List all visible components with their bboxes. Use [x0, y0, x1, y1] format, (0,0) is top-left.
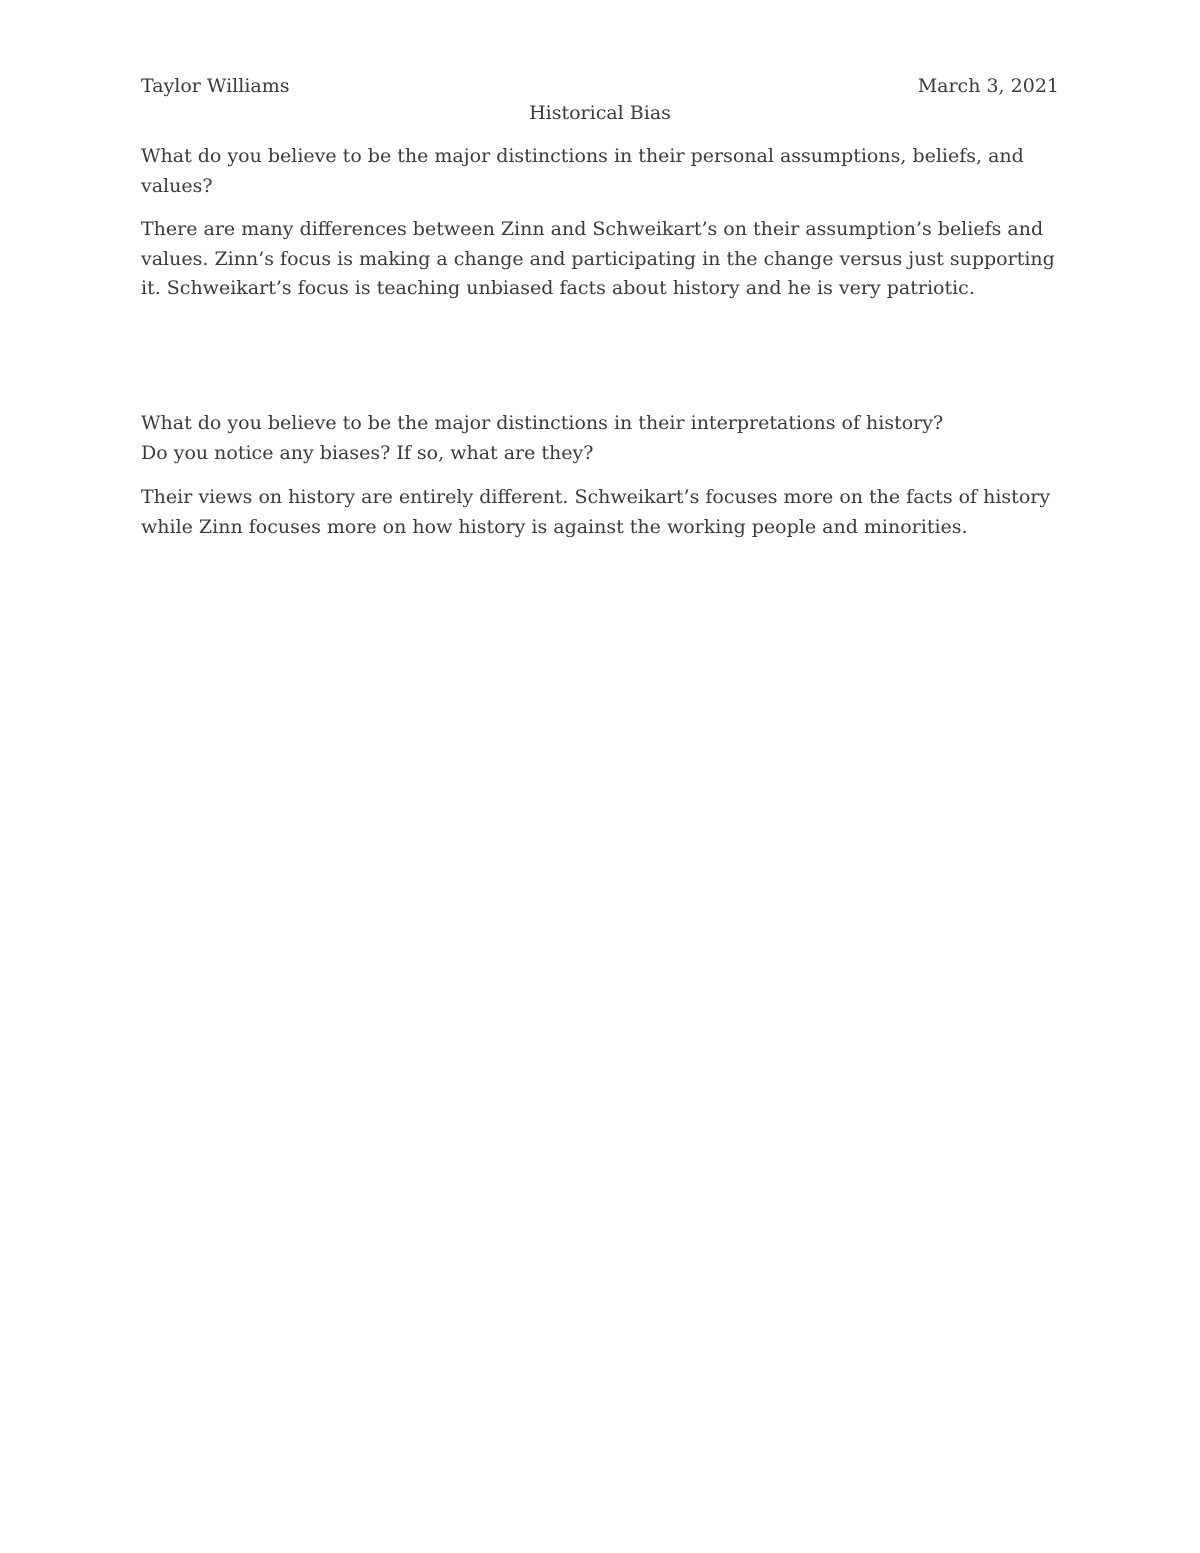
answer-1-line-1: There are many differences between Zinn and Schweikart’s on their assumption’s beliefs and: [141, 218, 1044, 240]
answer-1: [141, 215, 1059, 304]
answer-2-line-2: while Zinn focuses more on how history is against the working people and minorities.: [141, 515, 968, 538]
answer-1-line-3: it. Schweikart’s focus is teaching unbiased facts about history and he is very patriotic.: [141, 277, 975, 299]
question-1-line-1: What do you believe to be the major distinctions in their personal assumptions, beliefs, and: [141, 145, 1024, 167]
answer-2-line-1: Their views on history are entirely different. Schweikart’s focuses more on the facts of history: [141, 486, 1051, 508]
document-date: March 3, 2021: [917, 75, 1059, 97]
answer-2: [141, 483, 1059, 542]
question-1: [141, 142, 1059, 201]
author-name: Taylor Williams: [141, 75, 290, 97]
question-2-line-1: What do you believe to be the major distinctions in their interpretations of history?: [141, 412, 944, 434]
header-row: [141, 72, 1059, 102]
document-title: Historical Bias: [529, 102, 671, 124]
question-2-line-2: Do you notice any biases? If so, what are they?: [141, 441, 594, 464]
answer-1-line-2: values. Zinn’s focus is making a change and participating in the change versus just supporting: [141, 247, 1055, 270]
question-1-line-2: values?: [141, 174, 213, 197]
question-2: [141, 409, 1059, 468]
